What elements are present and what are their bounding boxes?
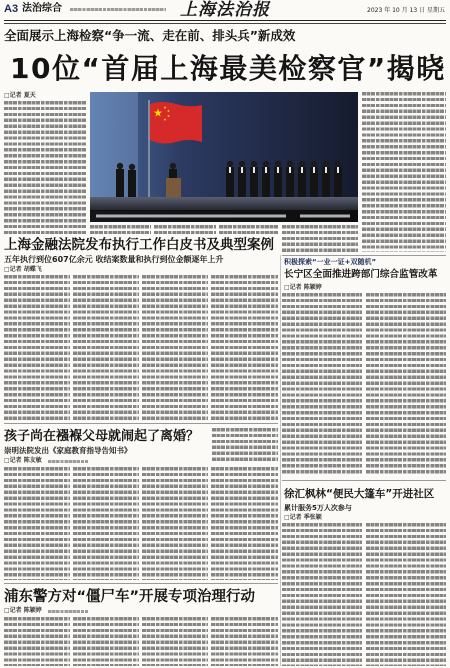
lead-body-column — [4, 101, 86, 234]
finance-court-body-column — [211, 275, 278, 420]
pudong-byline: □记者 陈颖婷 — [4, 607, 42, 614]
finance-court-body-column — [142, 275, 208, 420]
section-code: A3 — [4, 3, 19, 15]
chongming-body-column — [211, 467, 278, 580]
stage-floor — [90, 197, 358, 211]
chongming-headline: 孩子尚在襁褓父母就闹起了离婚？ — [4, 429, 200, 444]
lead-photo — [90, 92, 358, 222]
pudong-body-column — [73, 617, 139, 666]
section-divider — [4, 423, 278, 424]
lead-body-column — [154, 225, 216, 235]
chongming-byline: □记者 陈友敏 — [4, 457, 42, 464]
section-divider — [4, 583, 278, 584]
photo-caption-text — [96, 215, 286, 218]
lead-kicker: 全面展示上海检察“争一流、走在前、排头兵”新成效 — [4, 28, 296, 43]
xuhui-headline: 徐汇枫林“便民大篷车”开进社区 — [284, 488, 435, 500]
chongming-correspondent-text — [48, 460, 88, 463]
editor-info-text — [70, 8, 166, 11]
photo-credit-text — [300, 215, 350, 218]
xuhui-subheadline: 累计服务5万人次参与 — [284, 504, 352, 512]
finance-court-subheadline: 五年执行到位607亿余元 收结案数量和执行到位金额逐年上升 — [4, 255, 224, 264]
pudong-body-column — [211, 617, 278, 666]
header-rule — [4, 20, 446, 21]
lead-byline: □记者 夏天 — [4, 92, 36, 99]
pudong-headline: 浦东警方对“僵尸车”开展专项治理行动 — [4, 589, 256, 605]
xuhui-body-column — [366, 523, 446, 666]
lead-body-column — [90, 225, 151, 235]
lead-body-column — [362, 92, 446, 252]
pudong-body-column — [142, 617, 208, 666]
xuhui-body-column — [282, 523, 362, 666]
chongming-body-column — [4, 467, 70, 580]
header-rule-thin — [4, 23, 446, 24]
changning-body-column — [366, 293, 446, 474]
masthead: 上海法治报 — [180, 0, 270, 20]
chongming-body-column — [212, 428, 278, 462]
changning-headline: 长宁区全面推进跨部门综合监管改革 — [284, 269, 438, 280]
changning-body-column — [282, 293, 362, 474]
changning-byline: □记者 陈颖婷 — [284, 284, 322, 291]
issue-date: 2023 年 10 月 13 日 星期五 — [367, 7, 445, 14]
lead-body-column — [282, 225, 358, 252]
pudong-body-column — [4, 617, 70, 666]
column-divider — [280, 255, 281, 666]
finance-court-byline: □记者 胡蝶飞 — [4, 266, 42, 273]
section-divider — [282, 480, 446, 481]
section-divider — [282, 255, 446, 256]
lead-headline: 10位“首届上海最美检察官”揭晓 — [10, 52, 446, 85]
chongming-subheadline: 崇明法院发出《家庭教育指导告知书》 — [4, 446, 132, 455]
lead-body-column — [219, 225, 278, 235]
finance-court-body-column — [4, 275, 70, 420]
changning-kicker: 积极探索“一业一证+双随机” — [284, 258, 377, 266]
finance-court-body-column — [73, 275, 139, 420]
pudong-correspondent-text — [48, 610, 88, 613]
finance-court-headline: 上海金融法院发布执行工作白皮书及典型案例 — [4, 237, 274, 253]
section-name: 法治综合 — [22, 3, 62, 14]
xuhui-byline: □记者 季张颖 — [284, 514, 322, 521]
chongming-body-column — [142, 467, 208, 580]
chongming-body-column — [73, 467, 139, 580]
